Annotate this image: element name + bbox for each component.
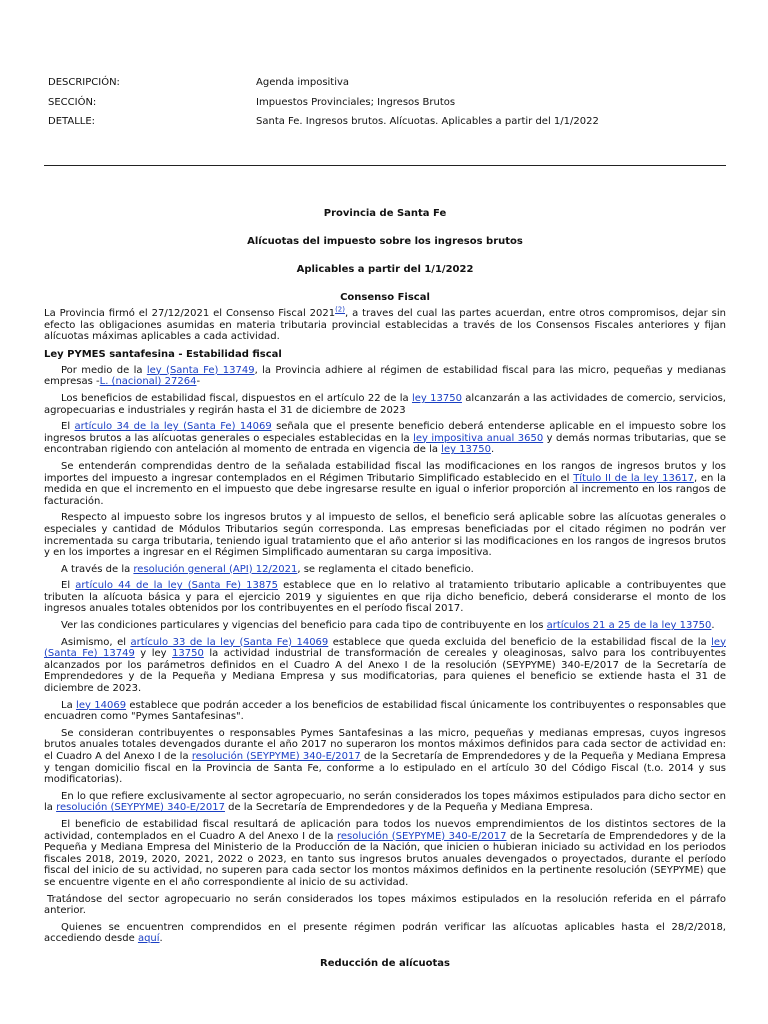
text: establece que queda excluida del beneficio de la estabilidad fiscal de la — [328, 636, 712, 648]
meta-value: Agenda impositiva — [256, 77, 350, 88]
link-articulo-33-ley-14069[interactable]: artículo 33 de la ley (Santa Fe) 14069 — [130, 636, 329, 648]
text: de la Secretaría de Emprendedores y de la Pequeña y Mediana Empresa del Ministerio de la Producción de la Nación, que inicien o hubieran iniciado su actividad en los periodos fiscales 2018, 2019, 2020, 2021, 2022 o 2023, en tanto sus ingresos brutos anuales devengados o proyectados, durante el período fiscal del inicio de su actividad, no superen para cada sector los montos máximos definidos en la pertinente resolución (SEYPYME) que se encuentre vigente en el año correspondiente al inicio de su actividad. — [44, 830, 726, 888]
text: Asimismo, el — [61, 636, 131, 648]
paragraph — [44, 728, 726, 786]
text: . — [711, 620, 715, 632]
document-metadata — [48, 76, 728, 135]
text: En lo que refiere exclusivamente al sector agropecuario, no serán considerados los topes máximos estipulados para dicho sector en la — [44, 790, 726, 814]
link-resolucion-seypyme-340[interactable]: resolución (SEYPYME) 340-E/2017 — [191, 751, 361, 762]
heading-ley-pymes: Ley PYMES santafesina - Estabilidad fiscal — [44, 348, 282, 360]
footnote-link[interactable]: (2) — [335, 305, 345, 314]
paragraph: Tratándose del sector agropecuario no serán considerados los topes máximos estipulados en la resolución referida en el párrafo anterior. — [44, 893, 726, 917]
text: establece que en lo relativo al tratamiento tributario aplicable a contribuyentes que tributen la alícuota básica y para el ejercicio 2019 y siguientes en que rija dicho beneficio, deberá considerarse el monto de los ingresos anuales totales obtenidos por los contribuyentes en el período fiscal 2017. — [44, 580, 726, 615]
meta-value: Santa Fe. Ingresos brutos. Alícuotas. Aplicables a partir del 1/1/2022 — [256, 116, 599, 127]
link-aqui[interactable]: aquí — [137, 933, 160, 945]
text: Se entenderán comprendidas dentro de la señalada estabilidad fiscal las modificaciones en los rangos de ingresos brutos y los importes del impuesto a ingresar contemplados en el Régimen Tributario Simplificado establecido en el — [44, 460, 726, 484]
text: , a traves del cual las partes acuerdan, entre otros compromisos, dejar sin efecto las obligaciones asumidas en materia tributaria provincial establecidas a través de los Consensos Fiscales anteriores y fijan alícuotas máximas aplicables a cada actividad. — [44, 308, 727, 343]
heading-consenso-fiscal: Consenso Fiscal — [340, 292, 430, 303]
link-articulos-21-25-ley-13750[interactable]: artículos 21 a 25 de la ley 13750 — [546, 620, 712, 632]
paragraph — [44, 564, 726, 576]
link-ley-13750[interactable]: 13750 — [172, 648, 204, 660]
meta-key: SECCIÓN: — [48, 96, 97, 108]
paragraph — [44, 421, 726, 456]
text: y ley — [134, 648, 173, 660]
paragraph — [44, 393, 726, 416]
heading-applicable: Aplicables a partir del 1/1/2022 — [296, 264, 474, 275]
text: Ver las condiciones particulares y vigencias del beneficio para cada tipo de contribuyente en los — [61, 620, 547, 632]
paragraph — [44, 700, 726, 723]
paragraph — [44, 791, 726, 814]
link-titulo-ii-ley-13617[interactable]: Título II de la ley 13617 — [573, 472, 694, 484]
text: , la Provincia adhiere al régimen de estabilidad fiscal para las micro, pequeñas y medianas empresas - — [44, 364, 727, 388]
link-ley-13750[interactable]: ley 13750 — [441, 444, 492, 456]
text: El — [61, 421, 75, 433]
text: establece que podrán acceder a los beneficios de estabilidad fiscal únicamente los contribuyentes o responsables que encuadren como "Pymes Santafesinas". — [44, 699, 726, 723]
link-ley-14069[interactable]: ley 14069 — [76, 699, 127, 711]
text: - — [196, 376, 201, 388]
document-body — [44, 207, 726, 971]
text: Se consideran contribuyentes o responsables Pymes Santafesinas a las micro, pequeñas y medianas empresas, cuyos ingresos brutos anuales totales devengados durante el año 2017 no superaron los montos máximos definidos para cada sector de actividad en: el Cuadro A del Anexo I de la — [44, 727, 726, 762]
link-ley-impositiva-3650[interactable]: ley impositiva anual 3650 — [413, 432, 544, 444]
meta-key: DESCRIPCIÓN: — [48, 77, 120, 88]
text: La Provincia firmó el 27/12/2021 el Consenso Fiscal 2021 — [44, 308, 336, 319]
link-ley-13749[interactable]: ley (Santa Fe) 13749 — [44, 636, 726, 660]
text: . — [491, 444, 495, 456]
link-articulo-34-ley-14069[interactable]: artículo 34 de la ley (Santa Fe) 14069 — [74, 421, 272, 433]
heading-reduccion-alicuotas: Reducción de alícuotas — [320, 957, 450, 969]
link-resolucion-seypyme-340[interactable]: resolución (SEYPYME) 340-E/2017 — [336, 830, 507, 842]
paragraph — [44, 461, 726, 507]
text: Quienes se encuentren comprendidos en el presente régimen podrán verificar las alícuotas aplicables hasta el 28/2/2018, accediendo desde — [44, 921, 726, 945]
text: de la Secretaría de Emprendedores y de la Pequeña y Mediana Empresa y tengan domicilio fiscal en la Provincia de Santa Fe, conforme a lo estipulado en el artículo 30 del Código Fiscal (t.o. 2014 y sus modificatorias). — [44, 751, 726, 786]
text: La — [61, 699, 77, 711]
divider — [44, 165, 726, 166]
link-ley-13750[interactable]: ley 13750 — [411, 392, 462, 404]
meta-row-seccion — [48, 96, 728, 116]
link-resolucion-api-12-2021[interactable]: resolución general (API) 12/2021 — [133, 563, 298, 575]
meta-value: Impuestos Provinciales; Ingresos Brutos — [256, 96, 456, 108]
text: . — [159, 933, 163, 945]
text: , en la medida en que el incremento en el impuesto que debe ingresarse resulte en igual o inferior proporción al incremento en los rangos de facturación. — [44, 472, 727, 507]
text: señala que el presente beneficio deberá entenderse aplicable en el impuesto sobre los ingresos brutos a las alícuotas generales o especiales establecidas en la — [44, 421, 726, 444]
text: Los beneficios de estabilidad fiscal, dispuestos en el artículo 22 de la — [61, 392, 412, 404]
text: , se reglamenta el citado beneficio. — [297, 563, 474, 575]
text: de la Secretaría de Emprendedores y de la Pequeña y Mediana Empresa. — [224, 802, 593, 814]
meta-row-descripcion — [48, 76, 728, 96]
text: A través de la — [61, 563, 134, 575]
paragraph — [44, 922, 726, 945]
link-ley-13749[interactable]: ley (Santa Fe) 13749 — [146, 364, 255, 376]
link-resolucion-seypyme-340[interactable]: resolución (SEYPYME) 340-E/2017 — [56, 802, 225, 814]
text: y demás normas tributarias, que se encontraban rigiendo con antelación al momento de entrada en vigencia de la — [44, 432, 726, 456]
meta-key: DETALLE: — [48, 116, 96, 127]
paragraph — [44, 819, 726, 889]
text: El beneficio de estabilidad fiscal resultará de aplicación para todos los nuevos emprendimientos de los distintos sectores de la actividad, contemplados en el Cuadro A del Anexo I de la — [44, 818, 726, 842]
paragraph — [44, 637, 726, 695]
text: El — [61, 580, 76, 592]
text: Por medio de la — [61, 364, 147, 376]
heading-title: Alícuotas del impuesto sobre los ingresos brutos — [247, 236, 523, 247]
text: alcanzarán a las actividades de comercio, servicios, agropecuarias e industriales y regirán hasta el 31 de diciembre de 2023 — [44, 392, 726, 416]
paragraph — [44, 580, 726, 615]
text: la actividad industrial de transformación de cereales y oleaginosas, salvo para los contribuyentes alcanzados por los parámetros definidos en el Cuadro A del Anexo I de la resolución (SEYPYME) 340-E/2017 de la Secretaría de Emprendedores y de la Pequeña y Mediana Empresa y sus modificatorias, para quienes el beneficio se extiende hasta el 31 de diciembre de 2023. — [44, 648, 726, 695]
link-ley-27264[interactable]: L. (nacional) 27264 — [99, 376, 197, 388]
heading-province: Provincia de Santa Fe — [323, 208, 447, 219]
paragraph-consenso — [44, 305, 727, 343]
paragraph: Respecto al impuesto sobre los ingresos brutos y al impuesto de sellos, el beneficio será aplicable sobre las alícuotas generales o especiales y cantidad de Módulos Tributarios según corresponda. Las empresas beneficiadas por el citado régimen no podrán ver incrementada su carga tributaria, teniendo igual tratamiento que el año anterior si las modificaciones en los rangos de ingresos brutos y en los importes a ingresar en el Régimen Simplificado aumentaran su carga impositiva. — [44, 512, 726, 559]
paragraph — [44, 620, 726, 632]
meta-row-detalle — [48, 115, 728, 135]
paragraph — [44, 365, 726, 388]
link-articulo-44-ley-13875[interactable]: artículo 44 de la ley (Santa Fe) 13875 — [75, 580, 278, 592]
